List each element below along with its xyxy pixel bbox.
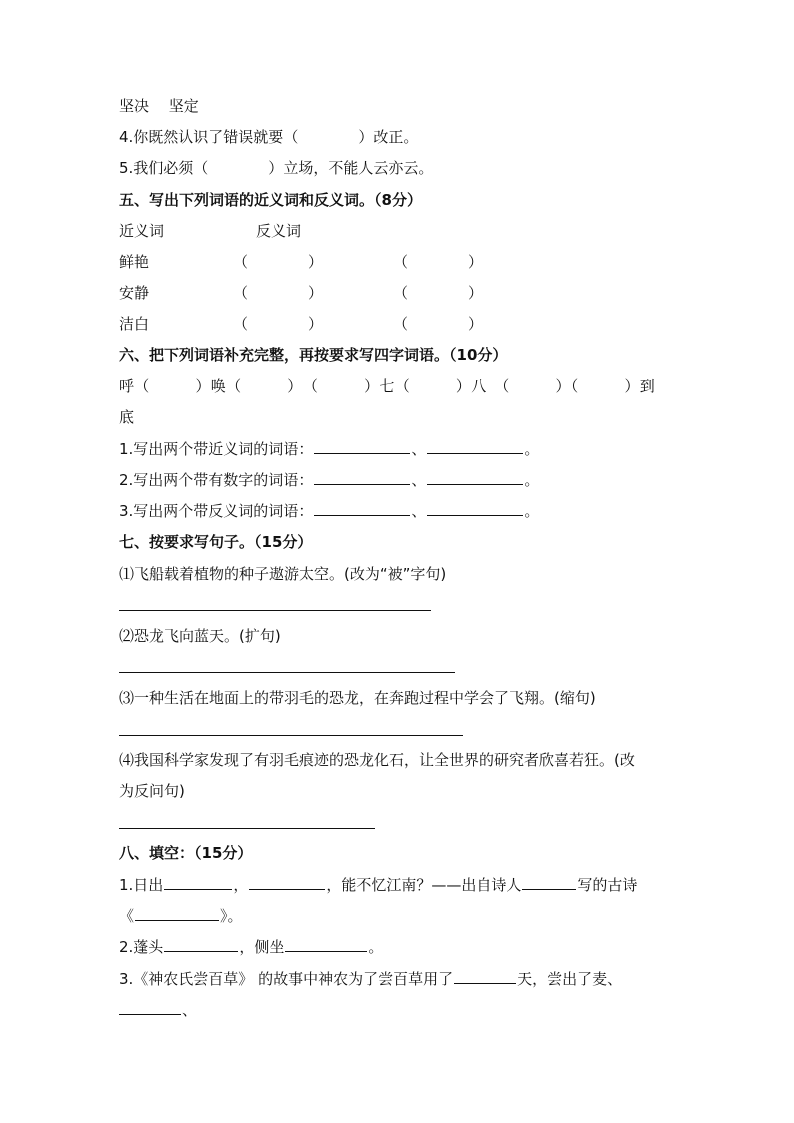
question-text: 3.《神农氏尝百草》 的故事中神农为了尝百草用了 bbox=[119, 970, 454, 988]
question-text: 1.写出两个带近义词的词语： bbox=[119, 440, 314, 458]
answer-blank[interactable] bbox=[164, 873, 232, 890]
separator: 、 bbox=[411, 502, 427, 520]
separator: 、 bbox=[411, 440, 427, 458]
section-8-title: 八、填空：（15分） bbox=[119, 844, 253, 862]
synonym-blank-2[interactable]: （ ） bbox=[233, 284, 324, 302]
answer-line-1[interactable] bbox=[119, 610, 431, 611]
question-text: 、 bbox=[182, 1001, 198, 1019]
question-4: 4.你既然认识了错误就要（ ）改正。 bbox=[119, 128, 419, 146]
answer-blank[interactable] bbox=[135, 904, 219, 921]
synonym-blank-1[interactable]: （ ） bbox=[233, 253, 324, 271]
question-text: 2.写出两个带有数字的词语： bbox=[119, 471, 314, 489]
question-5: 5.我们必须（ ）立场，不能人云亦云。 bbox=[119, 159, 434, 177]
word-row-3: 洁白 bbox=[119, 315, 150, 333]
period: 。 bbox=[524, 471, 540, 489]
question-text: ，侧坐 bbox=[239, 938, 285, 956]
answer-blank[interactable] bbox=[314, 499, 410, 516]
answer-blank[interactable] bbox=[427, 468, 523, 485]
section-8-question-3 bbox=[119, 967, 622, 991]
section-8-question-1-continued bbox=[119, 904, 243, 928]
answer-line-2[interactable] bbox=[119, 672, 455, 673]
section-5-title: 五、写出下列词语的近义词和反义词。（8分） bbox=[119, 191, 422, 209]
antonym-blank-1[interactable]: （ ） bbox=[393, 253, 484, 271]
question-text: 。 bbox=[368, 938, 384, 956]
synonym-blank-3[interactable]: （ ） bbox=[233, 315, 324, 333]
section-6-question-2 bbox=[119, 468, 539, 492]
period: 。 bbox=[524, 502, 540, 520]
question-text: 3.写出两个带反义词的词语： bbox=[119, 502, 314, 520]
idiom-fill-line-continued: 底 bbox=[119, 408, 135, 426]
word-pair: 坚决 坚定 bbox=[119, 97, 199, 115]
question-text: ， bbox=[233, 876, 249, 894]
section-6-title: 六、把下列词语补充完整，再按要求写四字词语。（10分） bbox=[119, 346, 508, 364]
answer-blank[interactable] bbox=[454, 967, 516, 984]
word-row-1: 鲜艳 bbox=[119, 253, 150, 271]
section-8-question-2 bbox=[119, 935, 383, 959]
section-7-question-3: ⑶一种生活在地面上的带羽毛的恐龙，在奔跑过程中学会了飞翔。(缩句) bbox=[119, 689, 596, 707]
answer-blank[interactable] bbox=[249, 873, 325, 890]
answer-line-4[interactable] bbox=[119, 828, 375, 829]
antonym-header: 反义词 bbox=[256, 222, 302, 240]
answer-blank[interactable] bbox=[119, 998, 181, 1015]
word-row-2: 安静 bbox=[119, 284, 150, 302]
answer-blank[interactable] bbox=[164, 935, 238, 952]
question-text: 2.蓬头 bbox=[119, 938, 164, 956]
answer-blank[interactable] bbox=[522, 873, 576, 890]
answer-blank[interactable] bbox=[427, 499, 523, 516]
antonym-blank-3[interactable]: （ ） bbox=[393, 315, 484, 333]
question-text: 》。 bbox=[220, 907, 243, 925]
answer-blank[interactable] bbox=[314, 437, 410, 454]
question-text: 天，尝出了麦、 bbox=[517, 970, 623, 988]
antonym-blank-2[interactable]: （ ） bbox=[393, 284, 484, 302]
section-6-question-3 bbox=[119, 499, 539, 523]
section-8-question-3-continued bbox=[119, 998, 197, 1022]
section-7-question-4-continued: 为反问句) bbox=[119, 782, 185, 800]
section-6-question-1 bbox=[119, 437, 539, 461]
answer-blank[interactable] bbox=[314, 468, 410, 485]
question-text: ，能不忆江南？——出自诗人 bbox=[326, 876, 522, 894]
question-text: 1.日出 bbox=[119, 876, 164, 894]
synonym-header: 近义词 bbox=[119, 222, 165, 240]
section-7-title: 七、按要求写句子。（15分） bbox=[119, 533, 313, 551]
section-7-question-4: ⑷我国科学家发现了有羽毛痕迹的恐龙化石，让全世界的研究者欣喜若狂。(改 bbox=[119, 751, 635, 769]
separator: 、 bbox=[411, 471, 427, 489]
period: 。 bbox=[524, 440, 540, 458]
question-text: 《 bbox=[119, 907, 135, 925]
section-8-question-1 bbox=[119, 873, 637, 897]
answer-blank[interactable] bbox=[427, 437, 523, 454]
section-7-question-1: ⑴飞船载着植物的种子遨游太空。(改为“被”字句) bbox=[119, 565, 447, 583]
section-7-question-2: ⑵恐龙飞向蓝天。(扩句) bbox=[119, 627, 281, 645]
idiom-fill-line[interactable]: 呼（ ）唤（ ） （ ）七（ ）八 （ ）（ ）到 bbox=[119, 377, 656, 395]
answer-blank[interactable] bbox=[285, 935, 367, 952]
answer-line-3[interactable] bbox=[119, 735, 463, 736]
question-text: 写的古诗 bbox=[577, 876, 638, 894]
